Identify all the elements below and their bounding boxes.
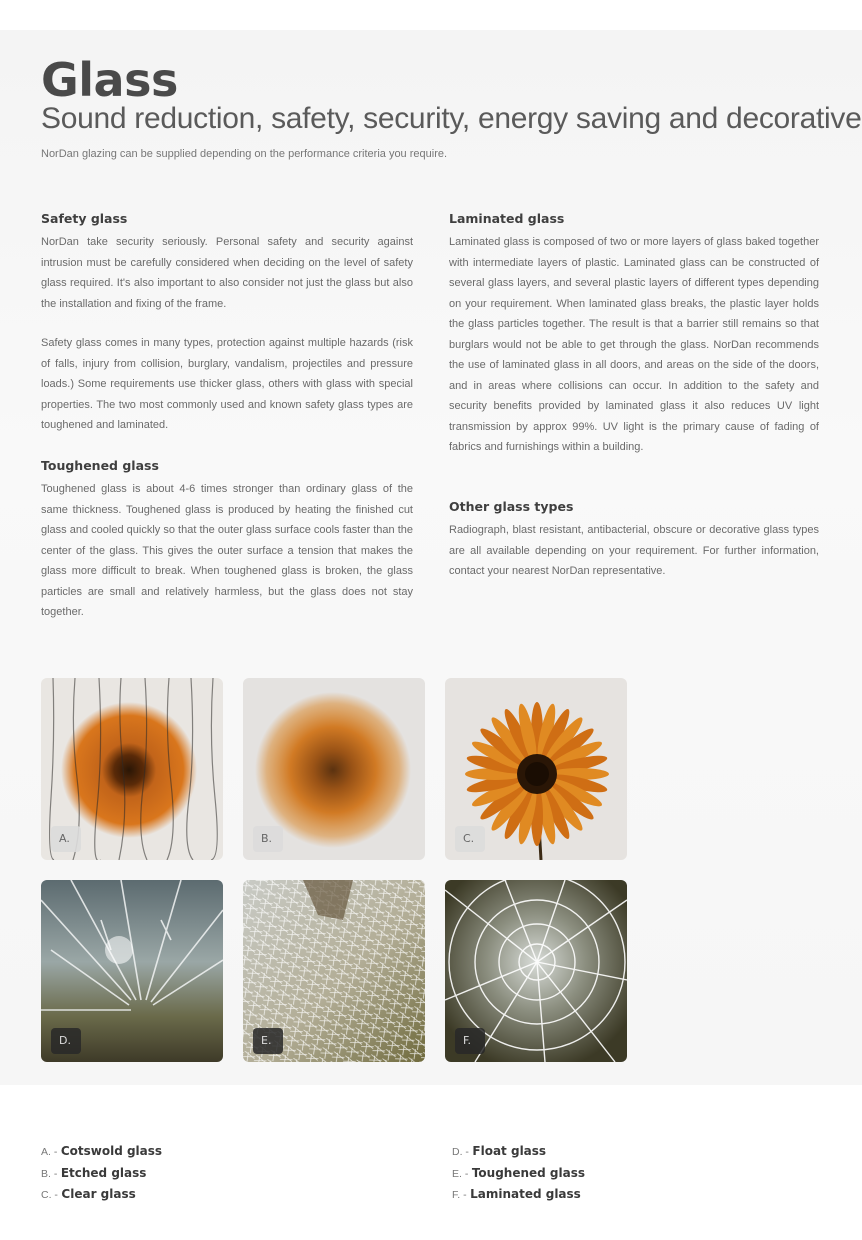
legend-key: E. -	[452, 1167, 469, 1180]
legend-right	[452, 1141, 585, 1206]
other-glass-heading: Other glass types	[449, 499, 574, 514]
safety-glass-section	[41, 211, 413, 436]
safety-glass-paragraph-2: Safety glass comes in many types, protection against multiple hazards (risk of falls, injury from collision, burglary, vandalism, projectiles and pressure loads.) Some requirements use thicker glass, others with glass with special properties. The two most commonly used and known safety glass types are toughened and laminated.	[41, 337, 413, 431]
image-letter-f: F.	[455, 1028, 485, 1054]
safety-glass-paragraph-1: NorDan take security seriously. Personal safety and security against intrusion must be carefully considered when deciding on the level of safety glass required. It's also important to also consider not just the glass but also the installation and fixing of the frame.	[41, 236, 413, 310]
cotswold-glass-image	[41, 678, 223, 860]
legend-key: F. -	[452, 1189, 467, 1201]
legend-label: Toughened glass	[471, 1165, 586, 1180]
legend-label: Laminated glass	[470, 1187, 581, 1201]
image-letter-c: C.	[455, 826, 485, 852]
legend-key: D. -	[452, 1146, 469, 1158]
image-letter-a: A.	[51, 826, 81, 852]
legend-left	[41, 1141, 162, 1206]
page-title: Glass	[41, 53, 178, 107]
other-glass-section	[449, 499, 819, 582]
legend-key: B. -	[41, 1167, 58, 1180]
laminated-glass-section	[449, 211, 819, 458]
image-letter-b: B.	[253, 826, 283, 852]
laminated-glass-heading: Laminated glass	[449, 211, 565, 226]
clear-glass-image	[445, 678, 627, 860]
image-letter-d: D.	[51, 1028, 81, 1054]
legend-key: C. -	[41, 1189, 58, 1201]
legend-item	[41, 1163, 162, 1185]
legend-key: A. -	[41, 1146, 58, 1158]
toughened-glass-heading: Toughened glass	[41, 458, 159, 473]
laminated-glass-paragraph: Laminated glass is composed of two or more layers of glass baked together with intermediate layers of plastic. Laminated glass can be constructed of several glass layers, and several plastic layers of different types depending on your requirement. When laminated glass breaks, the plastic layer holds the glass particles together. The result is that a barrier still remains so that burglars would not be able to get through the glass. NorDan recommends the use of laminated glass in all doors, and areas on the side of the doors, and in areas where collisions can occur. In addition to the safety and security benefits provided by laminated glass it also reduces UV light transmission by approx 99%. UV light is the primary cause of fading of fabrics and furnishings within a building.	[449, 236, 819, 453]
legend-item	[41, 1184, 162, 1206]
legend-item	[452, 1184, 585, 1206]
legend-label: Clear glass	[61, 1187, 136, 1201]
legend-item	[41, 1141, 162, 1163]
etched-glass-image	[243, 678, 425, 860]
safety-glass-heading: Safety glass	[41, 211, 128, 226]
toughened-glass-image	[243, 880, 425, 1062]
legend-item	[452, 1141, 585, 1163]
legend-item	[452, 1163, 585, 1185]
laminated-glass-image	[445, 880, 627, 1062]
image-letter-e: E.	[253, 1028, 283, 1054]
legend-label: Cotswold glass	[60, 1144, 163, 1158]
toughened-glass-paragraph: Toughened glass is about 4-6 times stronger than ordinary glass of the same thickness. Toughened glass is produced by heating the finished cut glass and cooled quickly so that the outer glass surface cools faster than the center of the glass. This gives the outer surface a tension that makes the glass more difficult to break. When toughened glass is broken, the glass particles are small and relatively harmless, but the glass does not stay together.	[41, 483, 413, 618]
other-glass-paragraph: Radiograph, blast resistant, antibacterial, obscure or decorative glass types are all available depending on your requirement. For further information, contact your nearest NorDan representative.	[449, 524, 819, 577]
toughened-glass-section	[41, 458, 413, 623]
intro-text: NorDan glazing can be supplied depending on the performance criteria you require.	[41, 148, 448, 160]
float-glass-image	[41, 880, 223, 1062]
legend-label: Etched glass	[60, 1165, 147, 1180]
page-subtitle: Sound reduction, safety, security, energy saving and decorative	[41, 102, 862, 135]
legend-label: Float glass	[472, 1144, 547, 1158]
